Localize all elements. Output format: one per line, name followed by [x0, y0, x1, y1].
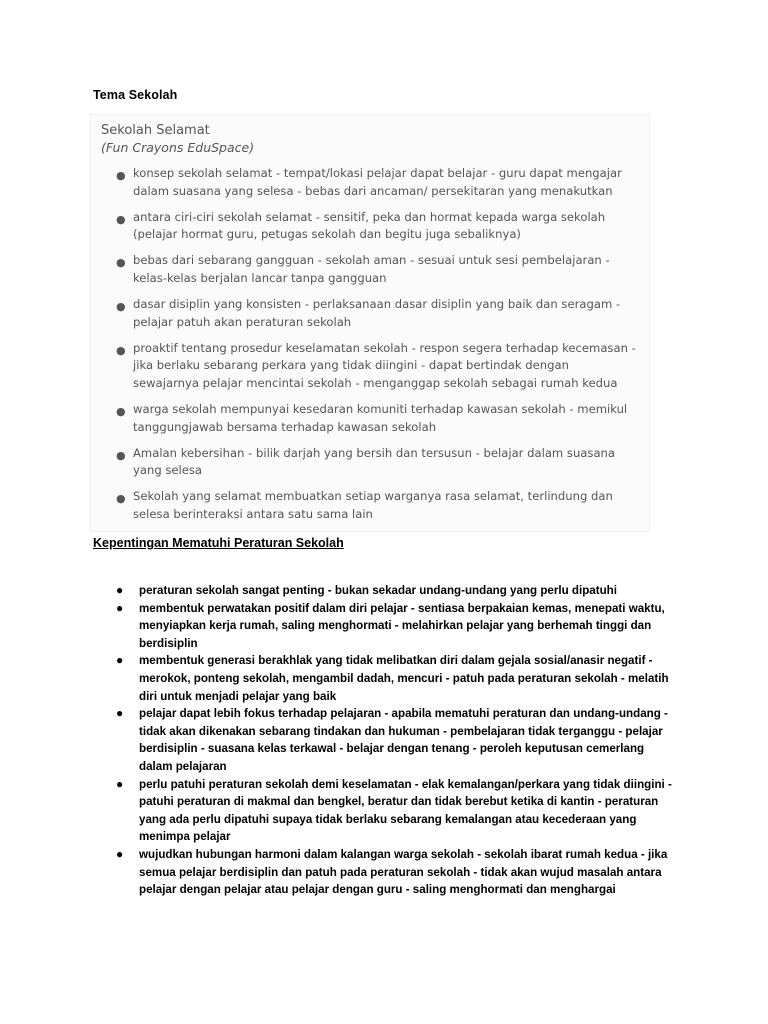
page-title: Tema Sekolah — [93, 88, 178, 102]
embedded-list-item — [91, 209, 649, 244]
section-heading: Kepentingan Mematuhi Peraturan Sekolah — [93, 536, 344, 550]
embedded-item-text: Amalan kebersihan - bilik darjah yang bersih dan tersusun - belajar dalam suasana yang selesa — [133, 445, 615, 478]
embedded-list-item — [91, 296, 649, 331]
embedded-list-item — [91, 252, 649, 287]
list-item-text: pelajar dapat lebih fokus terhadap pelajaran - apabila mematuhi peraturan dan undang-undang - tidak akan dikenakan sebarang tindakan dan hukuman - pembelajaran tidak terganggu - pelajar berdisiplin - suasana kelas terkawal - belajar dengan tenang - peroleh keputusan cemerlang dalam pelajaran — [139, 707, 668, 773]
bullet-icon: ● — [116, 448, 126, 462]
embedded-item-text: bebas dari sebarang gangguan - sekolah aman - sesuai untuk sesi pembelajaran - kelas-kelas berjalan lancar tanpa gangguan — [133, 253, 610, 285]
bullet-icon: ● — [116, 405, 126, 419]
embedded-list-item — [91, 165, 649, 200]
list-item — [0, 776, 768, 846]
embedded-heading: Sekolah Selamat — [101, 123, 210, 138]
bullet-icon: ● — [116, 600, 124, 615]
embedded-image-block — [90, 114, 650, 532]
embedded-list-item — [91, 488, 649, 523]
list-item-text: peraturan sekolah sangat penting - bukan sekadar undang-undang yang perlu dipatuhi — [139, 584, 617, 597]
bullet-icon: ● — [116, 706, 124, 721]
bullet-icon: ● — [116, 583, 124, 597]
bullet-icon: ● — [116, 492, 126, 506]
bullet-icon: ● — [116, 776, 124, 791]
embedded-item-text: antara ciri-ciri sekolah selamat - sensitif, peka dan hormat kepada warga sekolah (pelajar hormat guru, petugas sekolah dan begitu juga sebaliknya) — [133, 209, 606, 242]
embedded-list-item — [91, 401, 649, 436]
embedded-list-item — [91, 445, 649, 480]
embedded-item-text: warga sekolah mempunyai kesedaran komuniti terhadap kawasan sekolah - memikul tanggungjawab bersama terhadap kawasan sekolah — [133, 402, 628, 434]
embedded-source: (Fun Crayons EduSpace) — [101, 140, 255, 155]
list-item-text: wujudkan hubungan harmoni dalam kalangan warga sekolah - sekolah ibarat rumah kedua - jika semua pelajar berdisiplin dan patuh pada peraturan sekolah - tidak akan wujud masalah antara pelajar dengan pelajar atau pelajar dengan guru - saling menghormati dan menghargai — [139, 847, 668, 897]
bullet-icon: ● — [116, 653, 124, 668]
bullet-icon: ● — [116, 169, 126, 182]
bullet-icon: ● — [116, 300, 126, 314]
embedded-item-text: Sekolah yang selamat membuatkan setiap warganya rasa selamat, terlindung dan selesa berinteraksi antara satu sama lain — [133, 489, 613, 521]
bullet-icon: ● — [116, 256, 126, 270]
embedded-item-text: dasar disiplin yang konsisten - perlaksanaan dasar disiplin yang baik dan seragam - pelajar patuh akan peraturan sekolah — [133, 297, 621, 329]
list-item-text: perlu patuhi peraturan sekolah demi keselamatan - elak kemalangan/perkara yang tidak diingini - patuhi peraturan di makmal dan bengkel, beratur dan tidak berebut ketika di kantin - peraturan yang ada perlu dipatuhi supaya tidak berlaku sebarang kemalangan atau kecederaan yang menimpa pelajar — [139, 777, 672, 844]
list-item-text: membentuk generasi berakhlak yang tidak melibatkan diri dalam gejala sosial/anasir negatif - merokok, ponteng sekolah, mengambil dadah, mencuri - patuh pada peraturan sekolah - melatih diri untuk menjadi pelajar yang baik — [139, 654, 669, 703]
embedded-item-text: proaktif tentang prosedur keselamatan sekolah - respon segera terhadap kecemasan - jika berlaku sebarang perkara yang tidak diingini - dapat bertindak dengan sewajarnya pelajar mencintai sekolah - menganggap sekolah sebagai rumah kedua — [133, 340, 636, 390]
list-item-text: membentuk perwatakan positif dalam diri pelajar - sentiasa berpakaian kemas, menepati waktu, menyiapkan kerja rumah, saling menghormati - melahirkan pelajar yang berhemah tinggi dan berdisiplin — [139, 601, 665, 650]
list-item — [0, 705, 768, 775]
list-item — [0, 846, 768, 899]
bullet-icon: ● — [116, 846, 124, 861]
list-item — [0, 652, 768, 705]
embedded-list — [91, 165, 649, 532]
list-item — [0, 600, 768, 653]
list-item — [0, 582, 768, 600]
embedded-item-text: konsep sekolah selamat - tempat/lokasi pelajar dapat belajar - guru dapat mengajar dalam suasana yang selesa - bebas dari ancaman/ persekitaran yang menakutkan — [133, 166, 622, 198]
bullet-icon: ● — [116, 343, 126, 357]
bullet-icon: ● — [116, 212, 126, 226]
embedded-list-item — [91, 340, 649, 393]
section-list — [0, 582, 768, 899]
